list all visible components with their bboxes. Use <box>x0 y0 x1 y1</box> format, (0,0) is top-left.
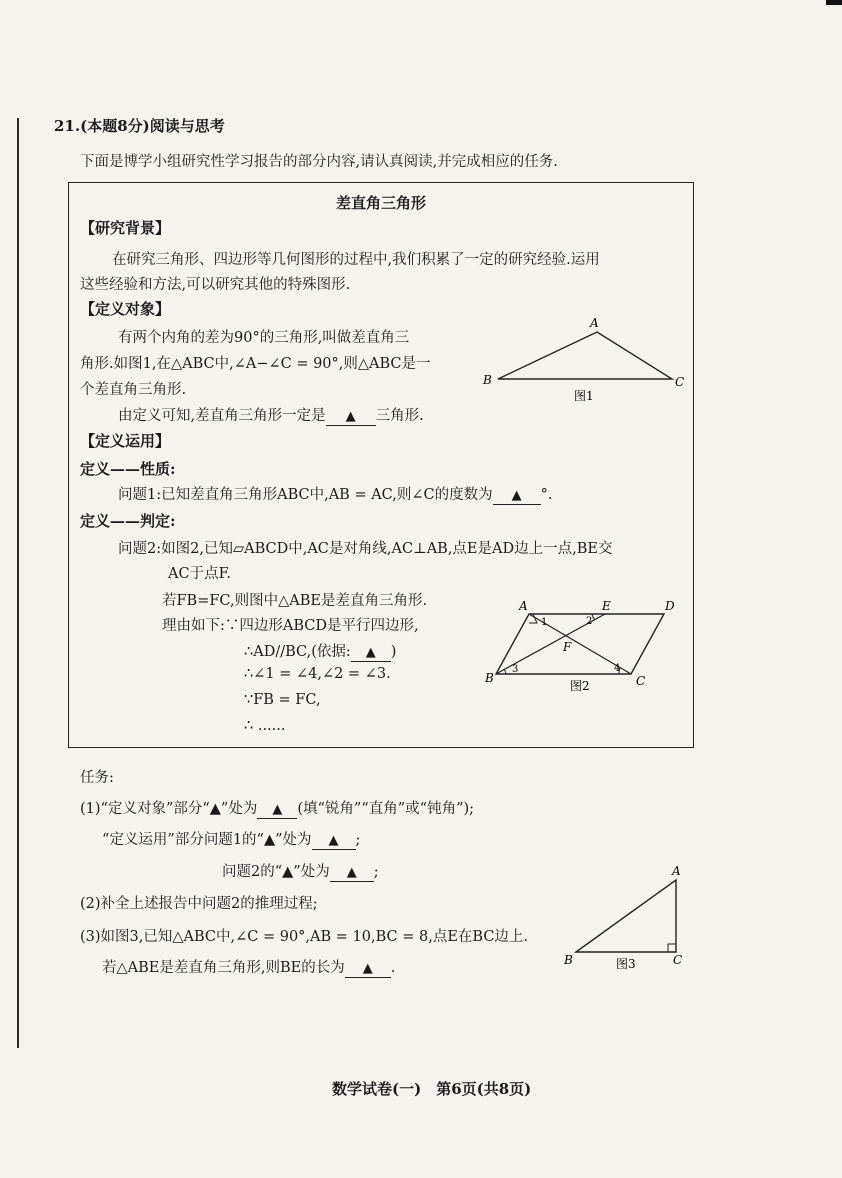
application-heading: 【定义运用】 <box>80 432 171 450</box>
definition-line1: 有两个内角的差为90°的三角形,叫做差直角三 <box>118 330 410 346</box>
task1-pre: (1)“定义对象”部分“▲”处为 <box>80 801 258 817</box>
fig1-caption: 图1 <box>574 389 594 403</box>
fig3-label-a: A <box>672 864 681 878</box>
triangle-mark-icon: ▲ <box>511 488 522 503</box>
triangle-mark-icon: ▲ <box>328 833 339 848</box>
triangle-mark-icon: ▲ <box>346 865 357 880</box>
report-title: 差直角三角形 <box>336 194 427 212</box>
problem2-line6: ∴∠1 = ∠4,∠2 = ∠3. <box>244 666 391 682</box>
fig1-label-a: A <box>590 316 599 330</box>
binding-margin-line <box>17 118 19 1048</box>
judge-heading: 定义——判定: <box>80 512 176 530</box>
scan-corner-mark <box>826 0 842 5</box>
task1c <box>222 860 379 882</box>
problem1-pre: 问题1:已知差直角三角形ABC中,AB = AC,则∠C的度数为 <box>118 487 493 503</box>
definition-heading: 【定义对象】 <box>80 300 171 318</box>
task3-line1: (3)如图3,已知△ABC中,∠C = 90°,AB = 10,BC = 8,点E在BC边上. <box>80 929 529 945</box>
fig1-label-b: B <box>483 373 492 387</box>
problem2-line5 <box>244 640 396 662</box>
fig2-label-c: C <box>636 674 646 688</box>
background-line2: 这些经验和方法,可以研究其他的特殊图形. <box>80 277 351 293</box>
fig1-label-c: C <box>675 375 685 389</box>
answer-blank <box>326 408 376 426</box>
triangle-mark-icon: ▲ <box>362 961 373 976</box>
task1-post: (填“锐角”“直角”或“钝角”); <box>297 801 475 817</box>
tasks-heading: 任务: <box>80 770 114 786</box>
problem2-line7: ∵FB = FC, <box>244 692 321 708</box>
fig3-label-b: B <box>564 953 573 967</box>
task3-line2-pre: 若△ABE是差直角三角形,则BE的长为 <box>102 960 345 976</box>
answer-blank <box>351 644 391 662</box>
fig2-label-d: D <box>665 599 675 613</box>
problem2-line3: 若FB=FC,则图中△ABE是差直角三角形. <box>162 593 428 609</box>
task1 <box>80 797 474 819</box>
fig3-label-c: C <box>673 953 683 967</box>
triangle-mark-icon: ▲ <box>345 409 356 424</box>
problem2-line2: AC于点F. <box>168 566 231 582</box>
definition-line4-pre: 由定义可知,差直角三角形一定是 <box>118 408 326 424</box>
task1b <box>102 828 360 850</box>
fig2-angle-3: 3 <box>512 664 519 675</box>
answer-blank <box>493 487 541 505</box>
task3-line2 <box>102 956 395 978</box>
task3-line2-post: . <box>390 960 396 976</box>
question-intro: 下面是博学小组研究性学习报告的部分内容,请认真阅读,并完成相应的任务. <box>80 154 558 170</box>
task1c-pre: 问题2的“▲”处为 <box>222 864 330 880</box>
page-footer: 数学试卷(一) 第6页(共8页) <box>332 1080 532 1098</box>
problem2-line5-post: ) <box>390 644 397 660</box>
problem2-line8: ∴ ...... <box>244 718 286 734</box>
problem1-post: °. <box>540 487 553 503</box>
triangle-mark-icon: ▲ <box>272 802 283 817</box>
definition-line4 <box>118 404 424 426</box>
problem2-line5-pre: ∴AD//BC,(依据: <box>244 644 351 660</box>
figure-3-right-triangle <box>560 860 690 978</box>
fig2-label-b: B <box>485 671 494 685</box>
task1b-post: ; <box>355 832 361 848</box>
fig2-label-a: A <box>519 599 528 613</box>
triangle-mark-icon: ▲ <box>365 645 376 660</box>
problem2-line1: 问题2:如图2,已知▱ABCD中,AC是对角线,AC⊥AB,点E是AD边上一点,BE交 <box>118 541 613 557</box>
definition-line3: 个差直角三角形. <box>80 382 187 398</box>
definition-line4-post: 三角形. <box>375 408 424 424</box>
fig2-caption: 图2 <box>570 679 590 693</box>
property-heading: 定义——性质: <box>80 460 176 478</box>
figure-2-parallelogram <box>484 598 689 698</box>
background-heading: 【研究背景】 <box>80 219 171 237</box>
fig3-caption: 图3 <box>616 957 636 971</box>
definition-line2: 角形.如图1,在△ABC中,∠A−∠C = 90°,则△ABC是一 <box>80 356 431 372</box>
answer-blank <box>312 832 356 850</box>
task2: (2)补全上述报告中问题2的推理过程; <box>80 896 318 912</box>
task1b-pre: “定义运用”部分问题1的“▲”处为 <box>102 832 312 848</box>
answer-blank <box>330 864 374 882</box>
figure-1-triangle <box>480 312 690 407</box>
answer-blank <box>345 960 391 978</box>
fig2-angle-1: 1 <box>541 617 548 628</box>
answer-blank <box>257 801 297 819</box>
fig2-label-f: F <box>563 640 572 654</box>
fig2-angle-4: 4 <box>614 663 621 674</box>
fig2-angle-2: 2 <box>586 616 593 627</box>
background-line1: 在研究三角形、四边形等几何图形的过程中,我们积累了一定的研究经验.运用 <box>112 252 600 268</box>
task1c-post: ; <box>373 864 379 880</box>
problem1 <box>118 483 552 505</box>
fig2-label-e: E <box>602 599 611 613</box>
problem2-line4: 理由如下:∵四边形ABCD是平行四边形, <box>162 618 419 634</box>
question-header: 21.(本题8分)阅读与思考 <box>54 117 225 135</box>
